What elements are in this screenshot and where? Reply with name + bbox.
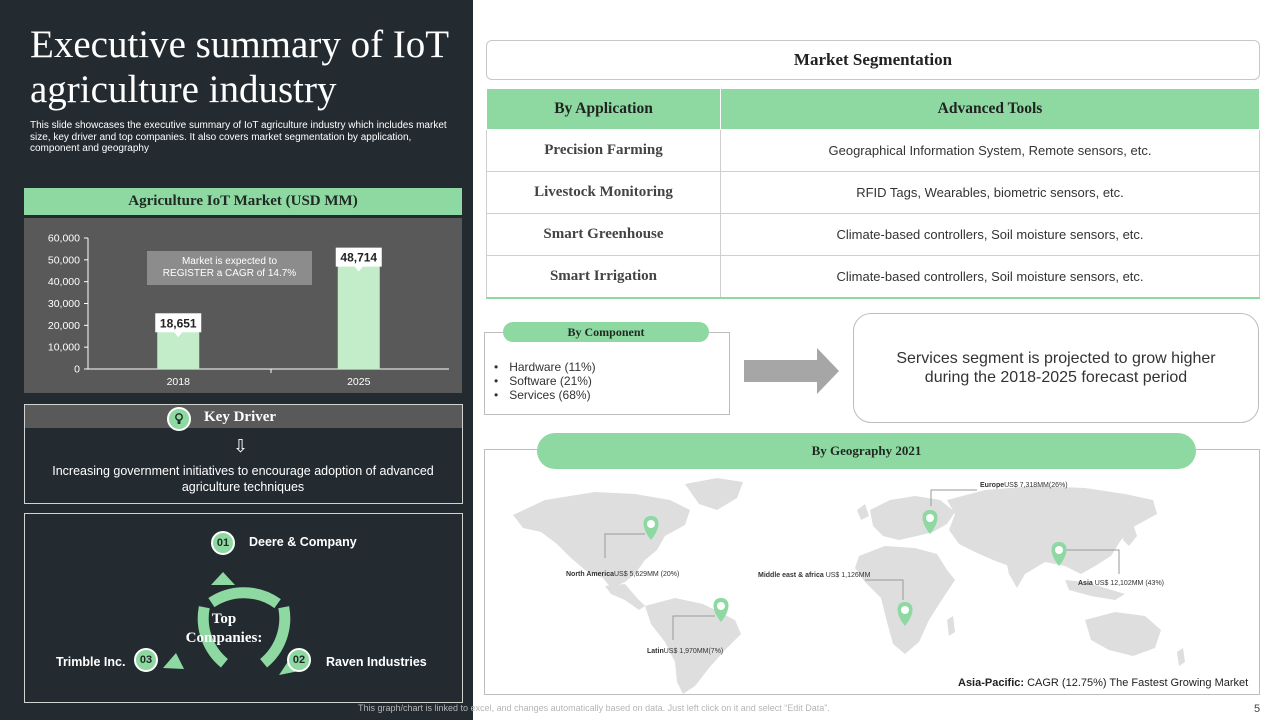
list-item: • Software (21%)	[494, 374, 596, 388]
market-segmentation-header: Market Segmentation	[486, 40, 1260, 80]
region-value: US$ 1,126MM	[825, 572, 871, 579]
table-row	[487, 256, 1260, 298]
tools-cell: Climate-based controllers, Soil moisture sensors, etc.	[721, 214, 1260, 256]
region-name: Middle east & africa	[758, 572, 824, 579]
x-tick-label: 2018	[166, 376, 190, 388]
market-chart-header: Agriculture IoT Market (USD MM)	[24, 188, 462, 215]
component-label: By Component	[503, 322, 709, 342]
asia-pacific-text: CAGR (12.75%) The Fastest Growing Market	[1027, 677, 1249, 689]
chart-callout-text: Market is expected to REGISTER a CAGR of 14.7%	[162, 256, 297, 279]
data-label: 18,651	[159, 316, 197, 331]
y-tick-label: 40,000	[47, 276, 80, 289]
chart-bar	[338, 263, 380, 369]
application-cell: Livestock Monitoring	[487, 172, 721, 214]
services-note-box	[853, 313, 1259, 423]
company-number-1: 01	[211, 531, 235, 555]
table-header-row	[487, 89, 1260, 130]
region-name: Europe	[980, 482, 1005, 489]
region-value: US$ 5,629MM (20%)	[613, 571, 680, 578]
company-name-1: Deere & Company	[249, 535, 357, 549]
y-tick-label: 60,000	[47, 232, 80, 245]
cycle-arrowhead-left	[163, 653, 184, 669]
component-list	[494, 360, 596, 402]
y-tick-label: 20,000	[47, 319, 80, 332]
company-number-2: 02	[287, 648, 311, 672]
region-value: US$ 1,970MM(7%)	[663, 648, 724, 655]
application-cell: Precision Farming	[487, 130, 721, 172]
down-arrow-icon: ⇩	[233, 436, 249, 456]
cycle-arc-top	[211, 593, 277, 604]
y-tick-label: 50,000	[47, 254, 80, 267]
list-item: • Hardware (11%)	[494, 360, 596, 374]
tools-cell: Climate-based controllers, Soil moisture sensors, etc.	[721, 256, 1260, 298]
asia-pacific-label: Asia-Pacific:	[958, 677, 1025, 689]
table-row	[487, 172, 1260, 214]
services-note-text: Services segment is projected to grow higher during the 2018-2025 forecast period	[896, 350, 1216, 386]
region-name: Latin	[647, 648, 664, 655]
region-label-europe	[980, 482, 1068, 490]
slide-title: Executive summary of IoT agriculture industry	[30, 23, 449, 111]
company-name-2: Raven Industries	[326, 655, 427, 669]
lightbulb-icon	[167, 407, 191, 431]
company-name-3: Trimble Inc.	[56, 655, 126, 669]
chart-callout	[147, 251, 312, 285]
key-driver-title: Key Driver	[204, 409, 277, 425]
list-item: • Services (68%)	[494, 388, 596, 402]
asia-pacific-note	[958, 677, 1248, 689]
slide-subtitle: This slide showcases the executive summary of IoT agriculture industry which includes market size, key driver and top companies. It also covers market segmentation by application, component and geography	[30, 120, 447, 154]
region-label-middle-east-africa	[758, 572, 870, 580]
right-arrow-icon	[744, 348, 840, 394]
footer-note: This graph/chart is linked to excel, and changes automatically based on data. Just left click on it and select “Edit Data”.	[358, 703, 830, 713]
region-name: North America	[566, 571, 614, 578]
region-name: Asia	[1078, 580, 1093, 587]
top-companies-label: Top Companies:	[185, 611, 263, 646]
y-tick-label: 0	[74, 363, 80, 376]
region-label-asia	[1078, 580, 1164, 588]
region-label-north-america	[566, 571, 679, 579]
table-row	[487, 214, 1260, 256]
tools-cell: Geographical Information System, Remote sensors, etc.	[721, 130, 1260, 172]
application-cell: Smart Greenhouse	[487, 214, 721, 256]
x-tick-label: 2025	[347, 376, 371, 388]
geography-label: By Geography 2021	[537, 433, 1196, 469]
companies-cycle-diagram	[24, 513, 463, 703]
column-header-application: By Application	[487, 89, 721, 130]
region-value: US$ 7,318MM(26%)	[1004, 482, 1068, 489]
page-number: 5	[1254, 703, 1261, 715]
key-driver-text: Increasing government initiatives to encourage adoption of advanced agriculture techniques	[52, 464, 434, 494]
column-header-tools: Advanced Tools	[721, 89, 1260, 130]
data-label: 48,714	[340, 250, 378, 265]
y-tick-label: 30,000	[47, 298, 80, 310]
segmentation-table	[486, 88, 1260, 299]
y-tick-label: 10,000	[47, 341, 80, 354]
cycle-arrowhead-top	[211, 572, 235, 585]
application-cell: Smart Irrigation	[487, 256, 721, 298]
region-value: US$ 12,102MM (43%)	[1094, 580, 1165, 587]
table-row	[487, 130, 1260, 172]
company-number-3: 03	[134, 648, 158, 672]
region-label-latin	[647, 648, 723, 656]
tools-cell: RFID Tags, Wearables, biometric sensors, etc.	[721, 172, 1260, 214]
market-bar-chart	[24, 218, 462, 393]
